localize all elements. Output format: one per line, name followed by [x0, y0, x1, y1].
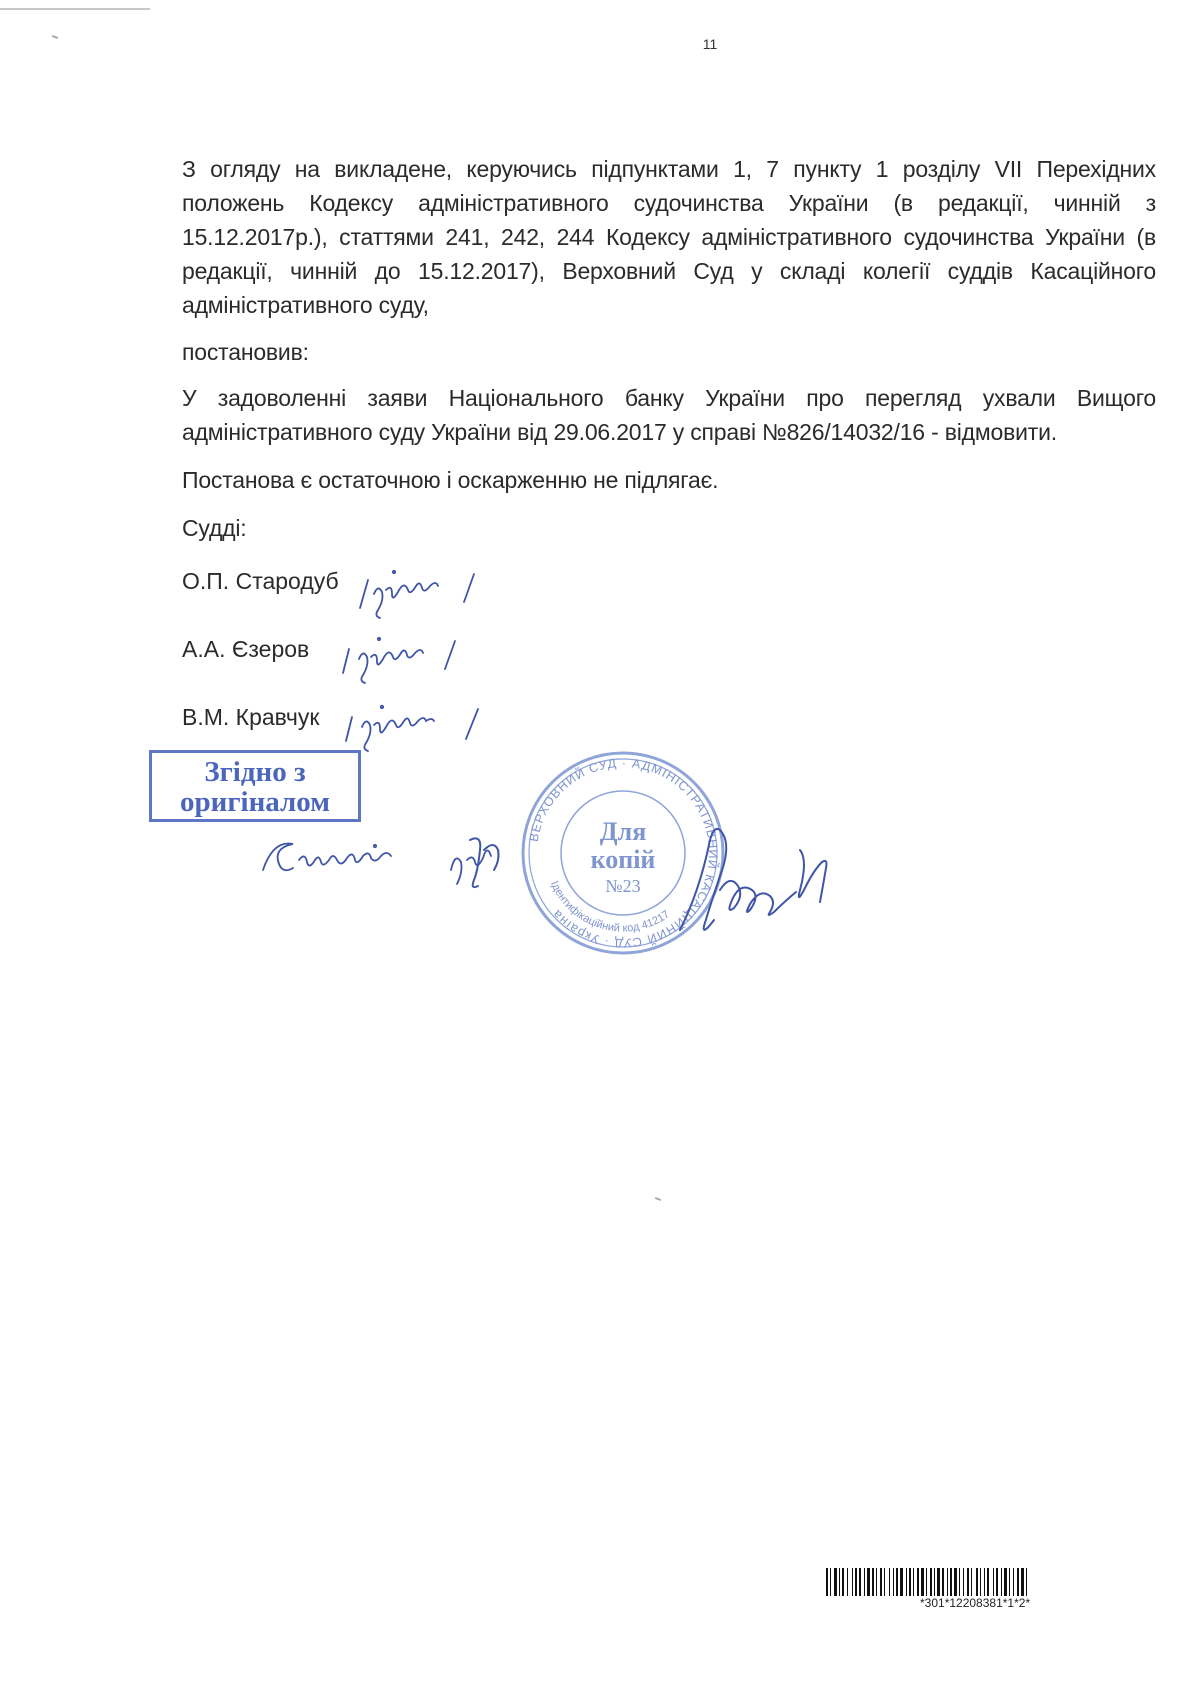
barcode-bar [1013, 1568, 1014, 1596]
barcode-bar [896, 1568, 898, 1596]
page-number: 11 [702, 36, 718, 52]
barcode-bar [1009, 1568, 1010, 1596]
signature-note-handwriting [352, 560, 482, 620]
barcode-bar [980, 1568, 981, 1596]
scan-speck [655, 1197, 661, 1201]
paragraph-grounds: З огляду на викладене, керуючись підпунктами 1, 7 пункту 1 розділу VII Перехідних положень Кодексу адміністративного судочинства України (в редакції, чинній з 15.12.2017р.), статтями 241, 242, 244 Кодексу адміністративного судочинства України (в редакції, чинній до 15.12.2017), Верховний Суд у складі колегії суддів Касаційного адміністративного суду, [182, 156, 1156, 318]
barcode-bar [950, 1568, 952, 1596]
barcode-bar [1004, 1568, 1007, 1596]
barcode-bar [976, 1568, 978, 1596]
barcode-bar [930, 1568, 932, 1596]
certifier-signature [460, 820, 860, 950]
barcode-bar [859, 1568, 861, 1596]
barcode-bar [996, 1568, 998, 1596]
barcode-bar [842, 1568, 844, 1596]
barcode-bar [984, 1568, 985, 1596]
barcode-bar [942, 1568, 944, 1596]
barcode-bar [889, 1568, 890, 1596]
barcode-text: *301*12208381*1*2* [920, 1596, 1031, 1610]
barcode-bar [937, 1568, 940, 1596]
barcode-bar [1017, 1568, 1019, 1596]
seal-inner-line: копій [590, 845, 656, 874]
barcode-bar [867, 1568, 870, 1596]
stamp-line: Згідно з [204, 756, 306, 788]
paragraph-finality: Постанова є остаточною і оскарженню не підлягає. [182, 467, 719, 493]
barcode-bar [921, 1568, 924, 1596]
barcode-bar [971, 1568, 972, 1596]
stamp-line: оригіналом [180, 786, 330, 818]
barcode-bar [967, 1568, 969, 1596]
judge-name: В.М. Кравчук [182, 704, 320, 730]
signature-note-handwriting [338, 695, 488, 755]
barcode-bar [987, 1568, 989, 1596]
barcode-bar [900, 1568, 903, 1596]
barcode-bar [963, 1568, 964, 1596]
barcode-bar [959, 1568, 960, 1596]
barcode-bar [834, 1568, 837, 1596]
barcode-bar [880, 1568, 882, 1596]
paragraph-ruling: У задоволенні заяви Національного банку України про перегляд ухвали Вищого адміністративного суду України від 29.06.2017 у справі №826/14032/16 - відмовити. [182, 385, 1156, 445]
barcode-bar [947, 1568, 948, 1596]
barcode-bar [893, 1568, 894, 1596]
barcode-bar [993, 1568, 994, 1596]
barcode [826, 1568, 1158, 1596]
seal-inner-line: №23 [605, 876, 641, 896]
barcode-bar [1001, 1568, 1002, 1596]
barcode-bar [913, 1568, 914, 1596]
judge-name: О.П. Стародуб [182, 568, 339, 594]
barcode-bar [826, 1568, 828, 1596]
barcode-bar [917, 1568, 919, 1596]
decision-heading: постановив: [182, 339, 309, 365]
seal-inner-line: Для [599, 817, 647, 846]
barcode-bar [909, 1568, 911, 1596]
scan-edge-mark [0, 8, 150, 10]
copy-conform-stamp [149, 750, 361, 822]
barcode-bar [847, 1568, 848, 1596]
barcode-bar [852, 1568, 853, 1596]
barcode-bar [926, 1568, 927, 1596]
barcode-bar [876, 1568, 877, 1596]
signature-note-handwriting [335, 627, 465, 687]
barcode-bar [884, 1568, 885, 1596]
seal-outer-text: ВЕРХОВНИЙ СУД · АДМІНІСТРАТИВНИЙ КАСАЦІЙНИЙ СУД · Україна [526, 755, 721, 951]
barcode-bar [839, 1568, 840, 1596]
barcode-bar [872, 1568, 874, 1596]
judges-label: Судді: [182, 515, 247, 541]
barcode-bar [954, 1568, 957, 1596]
barcode-bar [906, 1568, 907, 1596]
seal-code-text: Ідентифікаційний код 41217 [547, 879, 672, 935]
judge-name: А.А. Єзеров [182, 636, 310, 662]
barcode-bar [864, 1568, 865, 1596]
barcode-bar [1026, 1568, 1027, 1596]
barcode-bar [1021, 1568, 1024, 1596]
barcode-bar [934, 1568, 935, 1596]
barcode-bar [855, 1568, 857, 1596]
barcode-bar [830, 1568, 831, 1596]
